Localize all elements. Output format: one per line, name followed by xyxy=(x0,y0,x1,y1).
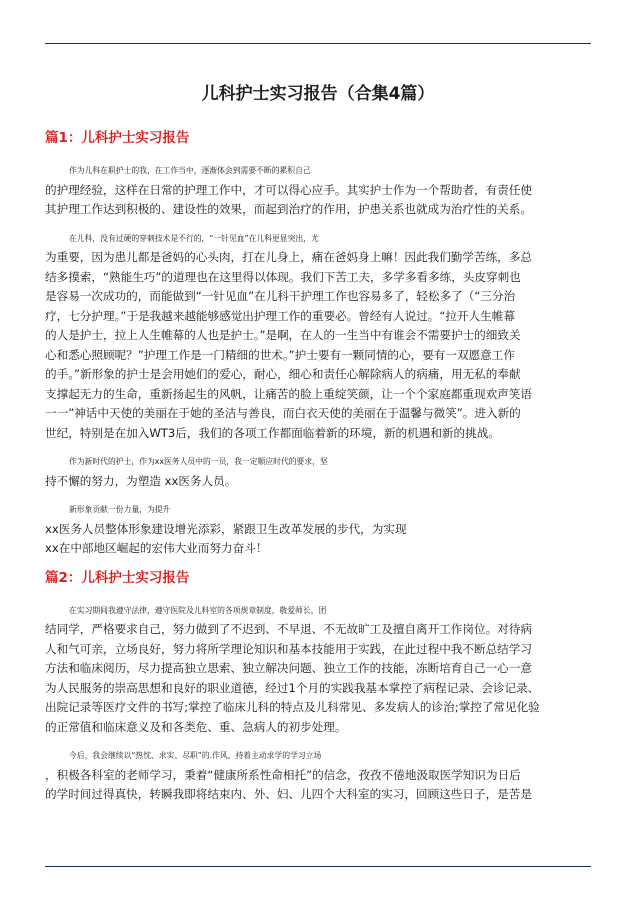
paragraph-line: 人和气可亲，立场良好，努力将所学理论知识和基本技能用于实践，在此过程中我不断总结学习 xyxy=(45,641,532,656)
paragraph-line: 的人是护士，拉上人生帷幕的人也是护士。”是啊，在人的一生当中有谁会不需要护士的细致关 xyxy=(45,328,521,342)
paragraph-line: 在儿科，没有过硬的穿刺技术是不行的，“一针见血”在儿科更显突出，尤 xyxy=(69,233,319,243)
paragraph-line: 心和悉心照顾呢？”护理工作是一门精细的世术。”护士要有一颗同情的心，要有一双愿意工作 xyxy=(45,347,515,362)
bottom-rule xyxy=(45,866,591,867)
paragraph-line: 的正常值和临床意义及和各类危、重、急病人的初步处理。 xyxy=(45,719,347,734)
paragraph-line: 方法和临床阅历，尽力提高独立思索、独立解决问题、独立工作的技能，冻断培育自己一心一意 xyxy=(45,661,532,675)
paragraph-line: 支撑起无力的生命，重新扬起生的风帆，让痛苦的脸上重绽笑颜，让一个个家庭都重现欢声笑语 xyxy=(45,386,532,401)
paragraph-line: xx在中部地区崛起的宏伟大业而努力奋斗！ xyxy=(45,541,268,555)
paragraph xyxy=(45,500,591,559)
paragraph xyxy=(45,452,591,491)
section-title: 篇1：儿科护士实习报告 xyxy=(45,130,190,146)
paragraph-line: 今后，我会继续以“热忱、求实、尽职”的.作风，持着主动求学的学习立场 xyxy=(69,751,322,760)
paragraph-line: 作为新时代的护士，作为xx医务人员中的一员，我一定顺应时代的要求，坚 xyxy=(69,457,328,466)
paragraph-line: 为人民服务的崇高思想和良好的职业道德，经过1个月的实践我基本掌控了病程记录、会诊记录、 xyxy=(45,680,540,695)
paragraph xyxy=(45,161,591,220)
document-body xyxy=(45,80,591,814)
top-rule xyxy=(45,43,591,44)
document-title: 儿科护士实习报告（合集4篇） xyxy=(201,84,435,104)
paragraph-line: 为重要，因为患儿都是爸妈的心头肉，打在儿身上，痛在爸妈身上嘛！因此我们勤学苦练，多总 xyxy=(45,250,532,264)
section-title: 篇2：儿科护士实习报告 xyxy=(45,569,190,586)
paragraph-line: 结多摸索，“熟能生巧”的道理也在这里得以体现。我们下苦工夫，多学多看多练，头皮穿刺也 xyxy=(45,269,521,284)
paragraph-line: 在实习期间我遵守法律，遵守医院及儿科室的各项规章制度，敬爱师长，团 xyxy=(69,605,327,615)
paragraph-line: ，积极各科室的老师学习，秉着“健康所系性命相托”的信念，孜孜不倦地汲取医学知识为日后 xyxy=(45,767,521,782)
paragraph-line: 作为儿科在职护士的我，在工作当中，逐渐体会到需要不断的累积自己 xyxy=(69,166,311,175)
paragraph-line: 的护理经验，这样在日常的护理工作中，才可以得心应手。其实护士作为一个帮助者，有责任使 xyxy=(45,182,532,197)
paragraph-line: 持不懈的努力，为塑造 xx医务人员。 xyxy=(45,473,237,488)
paragraph-line: 的学时间过得真快，转瞬我即将结束内、外、妇、儿四个大科室的实习，回顾这些日子，是苦是 xyxy=(45,787,532,801)
paragraph-line: 的手。”新形象的护士是会用她们的爱心，耐心，细心和责任心解除病人的病痛，用无私的奉献 xyxy=(45,367,521,381)
paragraph xyxy=(45,229,591,444)
paragraph-line: 新形象贡献一份力量，为提升 xyxy=(69,505,171,514)
paragraph-line: 一一”神话中天使的美丽在于她的圣洁与善良，而白衣天使的美丽在于温馨与微笑”。进入新的 xyxy=(45,406,521,420)
paragraph-line: 世纪，特别是在加入WT3后，我们的各项工作都面临着新的环境，新的机遇和新的挑战。 xyxy=(45,425,500,440)
paragraph-line: 疗，七分护理。”于是我越来越能够感觉出护理工作的重要必。曾经有人说过。“拉开人生帷幕 xyxy=(45,308,515,323)
paragraph-line: 是容易一次成功的，而能做到“一针见血”在儿科干护理工作也容易多了，轻松多了（“三分治 xyxy=(45,289,516,303)
paragraph-line: xx医务人员整体形象建设增光添彩，紧跟卫生改革发展的步代，为实现 xyxy=(45,521,407,536)
paragraph-line: 其护理工作达到积极的、建设性的效果，而起到治疗的作用，护患关系也就成为治疗性的关系。 xyxy=(45,202,532,216)
paragraph-line: 出院记录等医疗文件的书写;掌控了临床儿科的特点及儿科常见、多发病人的诊治;掌控了常见化验 xyxy=(45,700,540,714)
paragraph-line: 结同学，严格要求自己，努力做到了不迟到、不早退、不无故旷工及擅自离开工作岗位。对待病 xyxy=(45,622,532,636)
paragraph xyxy=(45,601,591,738)
paragraph xyxy=(45,746,591,805)
